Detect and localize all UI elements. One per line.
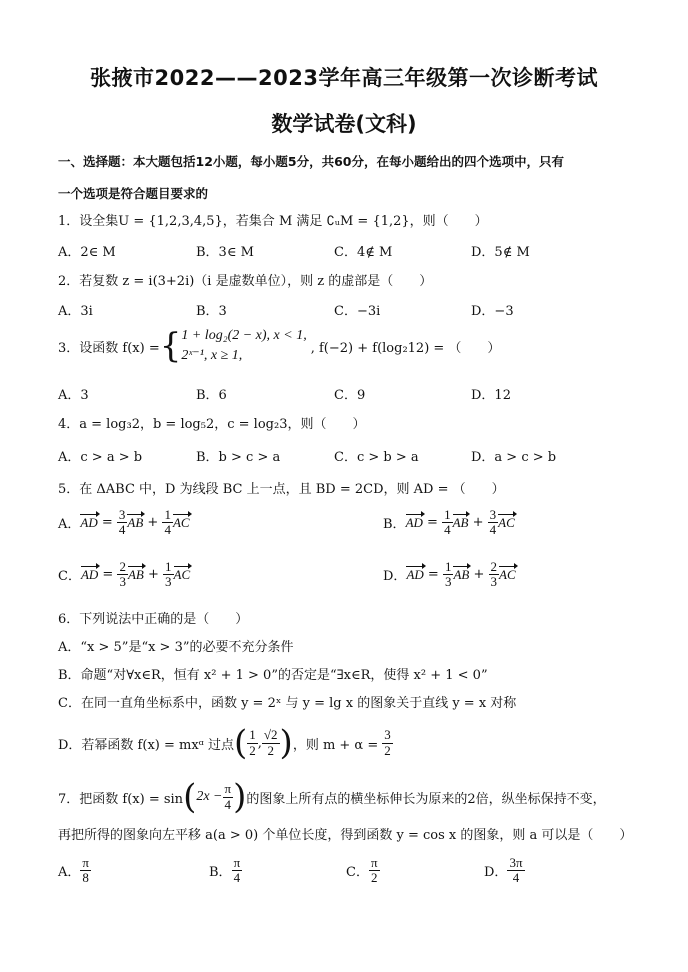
question-2-option-c: C．−3i xyxy=(334,304,381,319)
question-5-option-a: A． AD = $\frac{3}{4}$ AB + $\frac{1}{4}$ AC xyxy=(58,507,190,538)
option-label: B． xyxy=(209,865,232,881)
vector-ab: AB xyxy=(452,514,469,530)
numerator: 1 xyxy=(165,559,172,574)
section-heading-line2: 一个选项是符合题目要求的 xyxy=(58,186,209,201)
right-paren: ) xyxy=(279,723,293,763)
question-1-stem: 1．设全集U = {1,2,3,4,5}，若集合 M 满足 ∁ᵤM = {1,2}，则（ ） xyxy=(58,214,488,229)
fraction xyxy=(163,560,174,590)
piecewise-cases xyxy=(181,326,306,366)
question-4-option-c: C．c > b > a xyxy=(334,450,419,465)
question-1-option-d: D．5∉ M xyxy=(471,245,530,260)
numerator: √2 xyxy=(263,727,278,743)
question-4-option-a: A．c > a > b xyxy=(58,450,143,465)
denominator: 4 xyxy=(118,522,126,538)
fraction xyxy=(507,856,524,886)
question-3-option-d: D．12 xyxy=(471,388,511,403)
denominator: 2 xyxy=(370,870,378,886)
denominator: 2 xyxy=(249,742,256,758)
option-label: C． xyxy=(58,569,81,585)
numerator: 1 xyxy=(444,507,451,522)
vector-ac: AC xyxy=(172,514,190,530)
vector-ac: AC xyxy=(499,566,516,582)
question-3-stem xyxy=(58,326,500,366)
option-label: A． xyxy=(58,517,81,533)
denominator: 2 xyxy=(384,742,391,758)
fraction xyxy=(489,560,500,590)
denominator: 3 xyxy=(165,574,172,590)
denominator: 4 xyxy=(489,522,497,538)
exam-title: 张掖市2022——2023学年高三年级第一次诊断考试 xyxy=(90,66,598,90)
numerator: 3 xyxy=(118,507,126,522)
numerator: 2 xyxy=(119,559,126,574)
option-label: D． xyxy=(383,569,407,585)
section-heading-line1: 一、选择题：本大题包括12小题，每小题5分，共60分，在每小题给出的四个选项中，只有 xyxy=(58,154,564,169)
question-6-option-a: A．“x > 5”是“x > 3”的必要不充分条件 xyxy=(58,640,294,655)
numerator: 2 xyxy=(490,559,498,574)
denominator: 3 xyxy=(490,574,498,590)
question-2-option-d: D．−3 xyxy=(471,304,514,319)
vector-ab: AB xyxy=(453,566,470,582)
question-5-option-b: B． AD = $\frac{1}{4}$ AB + $\frac{3}{4}$ AC xyxy=(383,507,515,538)
question-7-option-a xyxy=(58,856,91,886)
question-3-option-b: B．6 xyxy=(196,388,227,403)
question-3-option-a: A．3 xyxy=(58,388,89,403)
question-3-option-c: C．9 xyxy=(334,388,366,403)
fraction xyxy=(247,728,258,758)
fraction xyxy=(442,508,453,538)
question-7-line2: 再把所得的图象向左平移 a(a > 0) 个单位长度，得到函数 y = cos x 的图象，则 a 可以是（ ） xyxy=(58,828,633,843)
vector-ac: AC xyxy=(173,566,191,582)
vector-ad: AD xyxy=(80,514,98,530)
left-paren: ( xyxy=(234,723,248,763)
denominator: 3 xyxy=(119,574,126,590)
numerator: 1 xyxy=(249,727,256,743)
exam-subtitle: 数学试卷(文科) xyxy=(271,112,417,136)
vector-ad: AD xyxy=(406,566,424,582)
question-2-option-a: A．3i xyxy=(58,304,93,319)
fraction xyxy=(80,856,91,886)
vector-ac: AC xyxy=(498,514,515,530)
fraction xyxy=(117,508,128,538)
question-6-option-d: D．若幂函数 f(x) = mxᵅ 过点 ( $\frac{1}{2}$ , $\frac{√2}{2}$ ) ，则 m + α = $\frac{3}{2}$ xyxy=(58,723,391,763)
question-7-option-d xyxy=(484,856,525,886)
numerator: π xyxy=(82,855,89,870)
numerator: 3π xyxy=(509,855,523,870)
denominator: 4 xyxy=(233,870,241,886)
numerator: π xyxy=(370,855,378,870)
right-paren: ) xyxy=(233,777,247,817)
denominator: 4 xyxy=(164,522,171,538)
question-6-option-c: C．在同一直角坐标系中，函数 y = 2ˣ 与 y = lg x 的图象关于直线 y = x 对称 xyxy=(58,696,517,711)
option-label: D． xyxy=(484,865,508,881)
option-label: A． xyxy=(58,865,81,881)
fraction xyxy=(382,728,393,758)
question-6-stem: 6．下列说法中正确的是（ ） xyxy=(58,612,249,627)
left-brace: { xyxy=(159,326,182,366)
question-2-stem: 2．若复数 z = i(3+2i)（i 是虚数单位），则 z 的虚部是（ ） xyxy=(58,274,433,289)
fraction xyxy=(262,728,280,758)
question-7-prefix: 7．把函数 f(x) = sin xyxy=(58,791,184,807)
case-1: 1 + log₂(2 − x), x < 1, xyxy=(181,328,307,343)
fraction xyxy=(223,782,234,812)
fraction xyxy=(488,508,499,538)
numerator: π xyxy=(224,781,232,797)
numerator: π xyxy=(233,855,241,870)
denominator: 3 xyxy=(444,574,452,590)
option-d-prefix: D．若幂函数 f(x) = mxᵅ 过点 xyxy=(58,737,234,753)
case-2: 2ˣ⁻¹, x ≥ 1, xyxy=(181,348,243,363)
question-7-option-c xyxy=(346,856,380,886)
question-5-option-d: D． AD = $\frac{1}{3}$ AB + $\frac{2}{3}$ AC xyxy=(383,559,516,590)
denominator: 4 xyxy=(512,870,520,886)
question-7-option-b xyxy=(209,856,242,886)
numerator: 3 xyxy=(384,727,391,743)
vector-ad: AD xyxy=(80,566,99,582)
argument: 2x − xyxy=(196,789,223,804)
question-3-prefix: 3．设函数 f(x) = xyxy=(58,340,160,356)
question-4-option-d: D．a > c > b xyxy=(471,450,557,465)
fraction xyxy=(443,560,454,590)
question-3-suffix: , f(−2) + f(log₂12) = （ ） xyxy=(310,340,501,356)
fraction xyxy=(117,560,128,590)
question-1-option-c: C．4∉ M xyxy=(334,245,393,260)
option-d-middle: ，则 m + α = xyxy=(292,737,379,753)
option-label: C． xyxy=(346,865,369,881)
question-1-option-a: A．2∈ M xyxy=(58,245,116,260)
denominator: 2 xyxy=(267,742,274,758)
question-1-option-b: B．3∈ M xyxy=(196,245,254,260)
question-5-stem: 5．在 ΔABC 中，D 为线段 BC 上一点，且 BD = 2CD，则 AD = （ ） xyxy=(58,482,505,497)
denominator: 8 xyxy=(82,870,89,886)
vector-ab: AB xyxy=(127,566,144,582)
question-7-line1 xyxy=(58,777,606,817)
vector-ab: AB xyxy=(127,514,144,530)
question-2-option-b: B．3 xyxy=(196,304,227,319)
denominator: 4 xyxy=(444,522,451,538)
question-6-option-b: B．命题“对∀x∈R，恒有 x² + 1 > 0”的否定是“∃x∈R，使得 x² + 1 < 0” xyxy=(58,668,488,683)
denominator: 4 xyxy=(224,796,232,812)
numerator: 1 xyxy=(444,559,452,574)
numerator: 3 xyxy=(489,507,497,522)
fraction xyxy=(162,508,173,538)
vector-ad: AD xyxy=(405,514,423,530)
question-5-option-c: C． AD = $\frac{2}{3}$ AB + $\frac{1}{3}$ AC xyxy=(58,559,191,590)
question-7-line1-rest: 的图象上所有点的横坐标伸长为原来的2倍，纵坐标保持不变， xyxy=(246,791,606,807)
fraction xyxy=(232,856,243,886)
question-4-option-b: B．b > c > a xyxy=(196,450,281,465)
option-label: B． xyxy=(383,517,406,533)
left-paren: ( xyxy=(183,777,197,817)
fraction xyxy=(369,856,380,886)
numerator: 1 xyxy=(164,507,171,522)
question-4-stem: 4．a = log₃2，b = log₅2，c = log₂3，则（ ） xyxy=(58,417,366,432)
